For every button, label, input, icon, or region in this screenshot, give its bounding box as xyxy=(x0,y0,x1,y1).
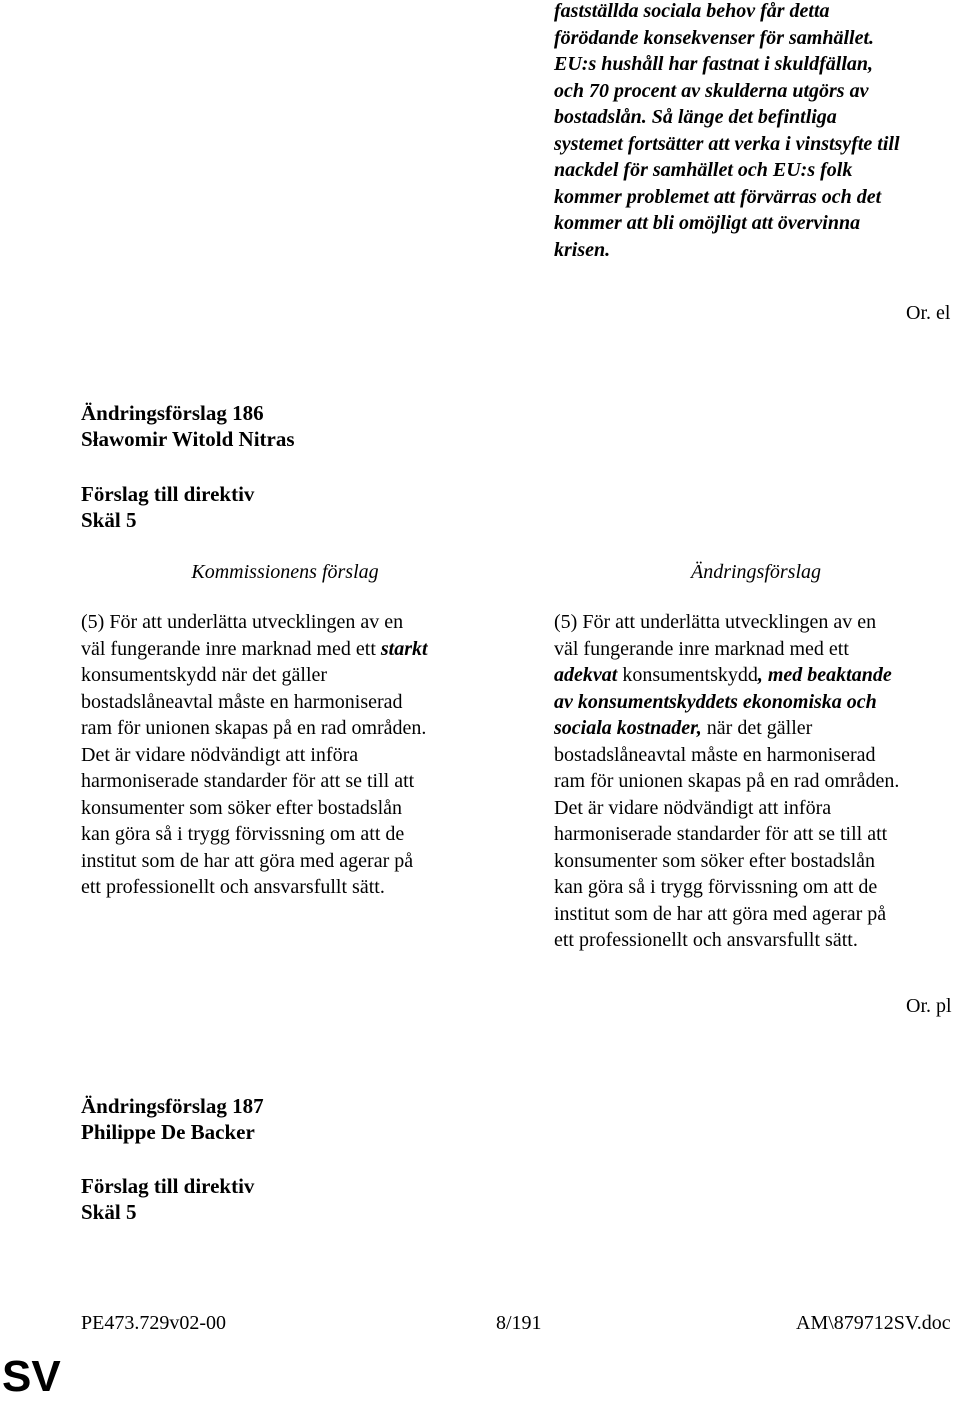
continuation-text xyxy=(554,0,960,263)
emphasized-text: adekvat xyxy=(554,664,618,686)
text-line: kommer att bli omöjligt att övervinna xyxy=(554,212,861,234)
text-line: av konsumentskyddets ekonomiska och xyxy=(554,690,877,713)
text-line: EU:s hushåll har fastnat i skuldfällan, xyxy=(554,53,873,75)
text-line: bostadslåneavtal måste en harmoniserad xyxy=(81,690,403,713)
text-line: (5) För att underlätta utvecklingen av en xyxy=(554,611,877,633)
text-line: kan göra så i trygg förvissning om att de xyxy=(81,823,405,845)
amendment-number: Ändringsförslag 187 xyxy=(81,1094,264,1118)
text-line: väl fungerande inre marknad med ett xyxy=(554,637,849,660)
amendment-author: Philippe De Backer xyxy=(81,1120,255,1144)
text-line: harmoniserade standarder för att se till att xyxy=(81,770,415,792)
original-language: Or. pl xyxy=(906,995,952,1017)
column-heading-amendment: Ändringsförslag xyxy=(690,561,822,583)
text-line: kommer problemet att förvärras och det xyxy=(554,185,882,208)
text-line: nackdel för samhället och EU:s folk xyxy=(554,159,853,181)
text-line: fastställda sociala behov får detta xyxy=(554,0,830,22)
text-line xyxy=(554,715,960,742)
recital-reference: Skäl 5 xyxy=(81,1200,137,1224)
amendment-text xyxy=(554,609,960,954)
column-heading-commission: Kommissionens förslag xyxy=(191,561,379,583)
text-line: systemet fortsätter att verka i vinstsyfte till xyxy=(554,132,900,155)
text-line: ram för unionen skapas på en rad områden. xyxy=(81,717,427,739)
footer-reference: PE473.729v02-00 xyxy=(81,1312,226,1334)
text-span: när det gäller xyxy=(701,717,813,739)
emphasized-text: sociala kostnader, xyxy=(554,717,702,739)
text-line: krisen. xyxy=(554,238,611,261)
text-line: ett professionellt och ansvarsfullt sätt. xyxy=(81,876,385,898)
text-line xyxy=(81,636,521,663)
text-line: Det är vidare nödvändigt att införa xyxy=(81,743,359,766)
recital-reference: Skäl 5 xyxy=(81,508,137,532)
text-span: konsumentskydd xyxy=(617,664,758,686)
text-line: ram för unionen skapas på en rad områden. xyxy=(554,770,900,792)
footer-document-id: AM\879712SV.doc xyxy=(796,1312,951,1334)
text-line: bostadslåneavtal måste en harmoniserad xyxy=(554,743,876,766)
footer-page-number: 8/191 xyxy=(496,1312,542,1334)
text-line: institut som de har att göra med agerar på xyxy=(81,849,414,872)
text-span: väl fungerande inre marknad med ett xyxy=(81,637,381,660)
text-line: harmoniserade standarder för att se till att xyxy=(554,823,888,845)
text-line: förödande konsekvenser för samhället. xyxy=(554,26,874,49)
text-line: och 70 procent av skulderna utgörs av xyxy=(554,79,869,102)
amendment-number: Ändringsförslag 186 xyxy=(81,401,264,425)
text-line: institut som de har att göra med agerar på xyxy=(554,902,887,925)
text-line: ett professionellt och ansvarsfullt sätt. xyxy=(554,929,858,951)
text-line xyxy=(554,662,960,689)
emphasized-text: , med beaktande xyxy=(757,664,892,686)
text-line: bostadslån. Så länge det befintliga xyxy=(554,106,837,128)
commission-text xyxy=(81,609,521,901)
proposal-title: Förslag till direktiv xyxy=(81,1174,255,1198)
text-line: konsumentskydd när det gäller xyxy=(81,664,328,686)
language-code: SV xyxy=(2,1352,61,1401)
original-language: Or. el xyxy=(906,302,951,324)
emphasized-text: starkt xyxy=(380,637,428,660)
amendment-author: Sławomir Witold Nitras xyxy=(81,427,295,451)
text-line: (5) För att underlätta utvecklingen av en xyxy=(81,611,404,633)
text-line: konsumenter som söker efter bostadslån xyxy=(81,796,403,819)
text-line: konsumenter som söker efter bostadslån xyxy=(554,849,876,872)
text-line: Det är vidare nödvändigt att införa xyxy=(554,796,832,819)
proposal-title: Förslag till direktiv xyxy=(81,482,255,506)
text-line: kan göra så i trygg förvissning om att de xyxy=(554,876,878,898)
